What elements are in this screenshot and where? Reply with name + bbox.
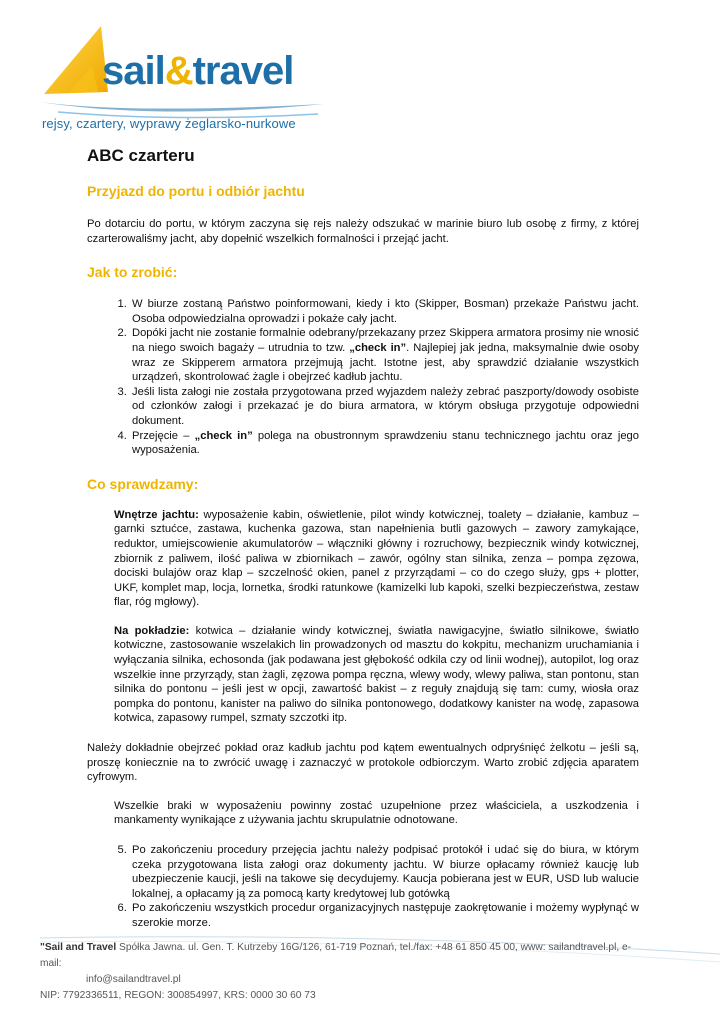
list-item: 6. Po zakończeniu wszystkich procedur organizacyjnych następuje zaokrętowanie i możemy wypłynąć w szerokie morze. xyxy=(130,901,639,930)
list-item: 3. Jeśli lista załogi nie została przygotowana przed wyjazdem należy zebrać paszporty/dowody osobiste od członków załogi i przekazać je do biura armatora, w którym obsługa przygotuje odpowiedni dokument. xyxy=(130,385,639,429)
list-item: 5. Po zakończeniu procedury przejęcia jachtu należy podpisać protokół i udać się do biura, w którym czeka przygotowana lista załogi oraz dokumenty jachtu. W biurze opłacamy również kaucję lub ubezpieczenie kaucji, jeśli na takowe się decydujemy. Kaucja pobierana jest w EUR, USD lub walucie lokalnej, a opłacamy ją za pomocą karty kredytowej lub gotówką xyxy=(130,843,639,901)
document-body xyxy=(87,146,639,931)
list-item: 1. W biurze zostaną Państwo poinformowani, kiedy i kto (Skipper, Bosman) przekaże Państwu jacht. Osoba odpowiedzialna oprowadzi i pokaże cały jacht. xyxy=(130,297,639,326)
heading-arrival: Przyjazd do portu i odbiór jachtu xyxy=(87,183,305,199)
paragraph-defects: Wszelkie braki w wyposażeniu powinny zostać uzupełnione przez właściciela, a uszkodzenia i mankamenty wynikające z używania jachtu skrupulatnie odnotowane. xyxy=(114,799,639,827)
sail-icon xyxy=(44,26,108,94)
heading-how: Jak to zrobić: xyxy=(87,264,178,281)
footer-registry: NIP: 7792336511, REGON: 300854997, KRS: 0000 30 60 73 xyxy=(40,990,316,1001)
paragraph-arrival: Po dotarciu do portu, w którym zaczyna się rejs należy odszukać w marinie biuro lub osobę z firmy, z której czarterowaliśmy jacht, aby dopełnić wszelkich formalności i przejąć jacht. xyxy=(87,218,639,245)
logo-wordmark: sail&travel xyxy=(102,49,294,93)
footer-address: "Sail and Travel Spółka Jawna. ul. Gen. T. Kutrzeby 16G/126, 61-719 Poznań, tel./fax: +48 61 850 45 00, www: sailandtravel.pl, e-mail: xyxy=(40,942,632,969)
footer xyxy=(40,940,640,1004)
page-title: ABC czarteru xyxy=(87,146,195,165)
heading-check: Co sprawdzamy: xyxy=(87,475,199,492)
steps-list xyxy=(87,297,639,458)
sail-and-travel-logo xyxy=(38,22,328,122)
list-item: 4. Przejęcie – „check in” polega na obustronnym sprawdzeniu stanu technicznego jachtu oraz jego wyposażenia. xyxy=(130,429,639,458)
footer-email: info@sailandtravel.pl xyxy=(86,974,181,985)
wave-icon xyxy=(40,102,324,112)
tagline: rejsy, czartery, wyprawy żeglarsko-nurkowe xyxy=(42,116,296,131)
list-item: 2. Dopóki jacht nie zostanie formalnie odebrany/przekazany przez Skippera armatora prosimy nie wnosić na niego swoich bagaży – utrudnia to tzw. „check in”. Najlepiej jak jedna, maksymalnie dwie osoby wraz ze Skipperem armatora przejmują jacht. Istotne jest, aby sprawdzić działanie wszystkich urządzeń, skontrolować żagle i obejrzeć kadłub jachtu. xyxy=(130,326,639,384)
paragraph-hull: Należy dokładnie obejrzeć pokład oraz kadłub jachtu pod kątem ewentualnych odpryśnięć żelkotu – jeśli są, proszę koniecznie na to zwrócić uwagę i zaznaczyć w protokole odbiorczym. Warto zrobić zdjęcia aparatem cyfrowym. xyxy=(87,742,639,784)
paragraph-interior: Wnętrze jachtu: wyposażenie kabin, oświetlenie, pilot windy kotwicznej, toalety – działanie, kambuz – garnki sztućce, zastawa, kuchenka gazowa, stan napełnienia butli gazowych – zawory zamykające, reduktor, umiejscowienie akumulatorów – włączniki główny i rozruchowy, bezpiecznik windy kotwicznej, zbiornik z paliwem, ilość paliwa w zbiornikach – zawór, ogólny stan silnika, zenza – pompa zęzowa, dociski bulajów oraz klap – szczelność okien, panel z przyrządami – co do czego służy, gps + plotter, UKF, komplet map, locja, lornetka, środki ratunkowe (kamizelki lub kapoki, szelki bezpieczeństwa, zestaw flar, róg mgłowy). xyxy=(114,508,639,609)
paragraph-deck: Na pokładzie: kotwica – działanie windy kotwicznej, światła nawigacyjne, światło silnikowe, światło kotwiczne, zastosowanie wszelakich lin prowadzonych od masztu do kokpitu, mechanizm uruchamiania i wyłączania silnika, echosonda (jak podawana jest głębokość odkila czy od linii wodnej), autopilot, log oraz wszelkie inne przyrządy, stan żagli, zęzowa pompa ręczna, wlewy wody, wlewy paliwa, stan pontonu, stan silnika do pontonu – jeśli jest w opcji, zawartość bakist – z reguły znajdują się tam: cumy, wiosła oraz pompka do pontonu, kanister na paliwo do silnika pontonowego, dodatkowy kanister na wodę, zapasowa kotwica, zapasowy rumpel, szmaty szczotki itp. xyxy=(114,624,639,725)
steps-list-2 xyxy=(87,843,639,931)
